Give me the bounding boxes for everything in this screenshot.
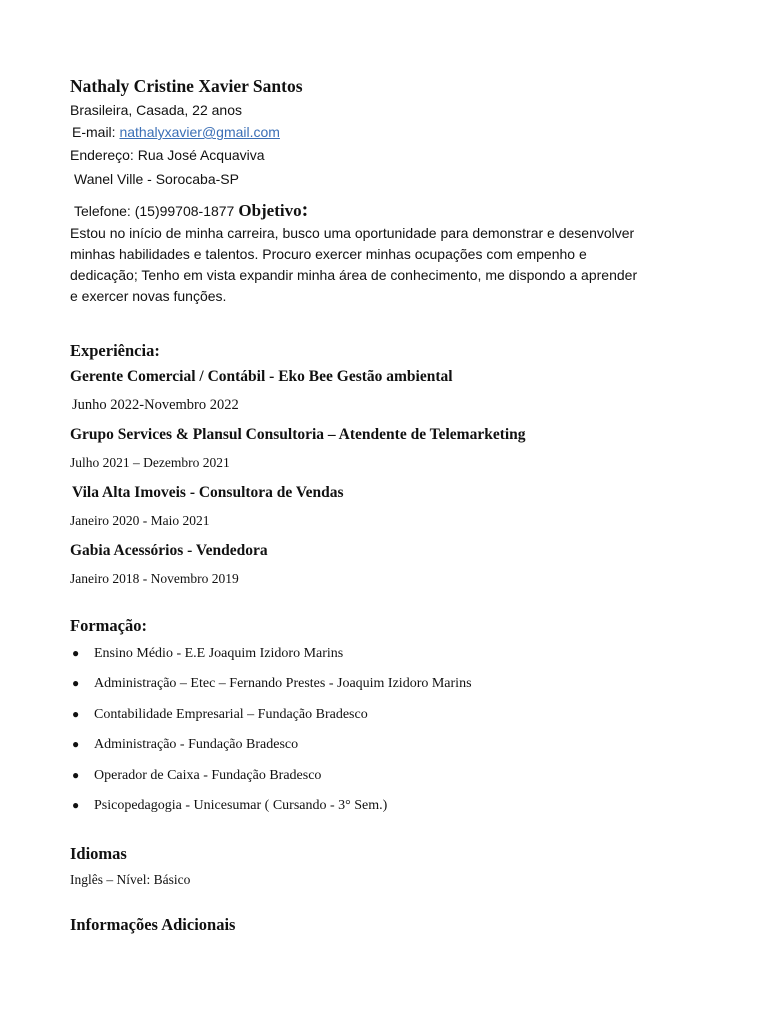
job-role: Vila Alta Imoveis - Consultora de Vendas (72, 484, 344, 501)
job-role: Gabia Acessórios - Vendedora (70, 542, 268, 559)
list-item: ● Administração - Fundação Bradesco (72, 737, 299, 753)
job-role: Grupo Services & Plansul Consultoria – Atendente de Telemarketing (70, 426, 526, 443)
email-link[interactable]: nathalyxavier@gmail.com (119, 124, 280, 140)
job-period: Janeiro 2020 - Maio 2021 (70, 513, 210, 528)
candidate-name: Nathaly Cristine Xavier Santos (70, 76, 303, 96)
additional-info-heading: Informações Adicionais (70, 915, 236, 934)
email-label: E-mail: (72, 124, 120, 140)
personal-info: Brasileira, Casada, 22 anos (70, 102, 242, 118)
bullet-icon: ● (72, 706, 80, 721)
email-line (72, 124, 280, 140)
bullet-icon: ● (72, 797, 80, 812)
objective-line: e exercer novas funções. (70, 288, 227, 304)
education-heading: Formação: (70, 616, 147, 635)
list-item: ● Administração – Etec – Fernando Prestes - Joaquim Izidoro Marins (72, 676, 472, 692)
job-period: Janeiro 2018 - Novembro 2019 (70, 571, 239, 586)
objective-paragraph (70, 223, 670, 307)
phone-objective-line (74, 199, 308, 222)
bullet-icon: ● (72, 767, 80, 782)
job-role: Gerente Comercial / Contábil - Eko Bee Gestão ambiental (70, 368, 453, 385)
education-list (72, 644, 472, 826)
bullet-icon: ● (72, 646, 80, 660)
address-line-2: Wanel Ville - Sorocaba-SP (74, 171, 239, 187)
experience-heading: Experiência: (70, 341, 160, 360)
objective-line: minhas habilidades e talentos. Procuro exercer minhas ocupações com empenho e (70, 246, 587, 262)
list-item: ● Contabilidade Empresarial – Fundação Bradesco (72, 706, 368, 722)
objective-line: Estou no início de minha carreira, busco uma oportunidade para demonstrar e desenvolver (70, 225, 635, 241)
bullet-icon: ● (72, 676, 80, 691)
list-item: ● Psicopedagogia - Unicesumar ( Cursando - 3° Sem.) (72, 797, 388, 813)
objective-line: dedicação; Tenho em vista expandir minha área de conhecimento, me dispondo a aprender (70, 267, 638, 283)
job-period: Junho 2022-Novembro 2022 (72, 397, 239, 413)
address-line-1: Endereço: Rua José Acquaviva (70, 147, 265, 163)
objective-title: Objetivo: (238, 199, 309, 221)
languages-heading: Idiomas (70, 844, 127, 863)
bullet-icon: ● (72, 737, 80, 752)
language-item: Inglês – Nível: Básico (70, 872, 191, 887)
list-item: ● Ensino Médio - E.E Joaquim Izidoro Marins (72, 646, 344, 661)
list-item: ● Operador de Caixa - Fundação Bradesco (72, 767, 322, 783)
phone-number: Telefone: (15)99708-1877 (74, 203, 235, 219)
job-period: Julho 2021 – Dezembro 2021 (70, 455, 230, 470)
